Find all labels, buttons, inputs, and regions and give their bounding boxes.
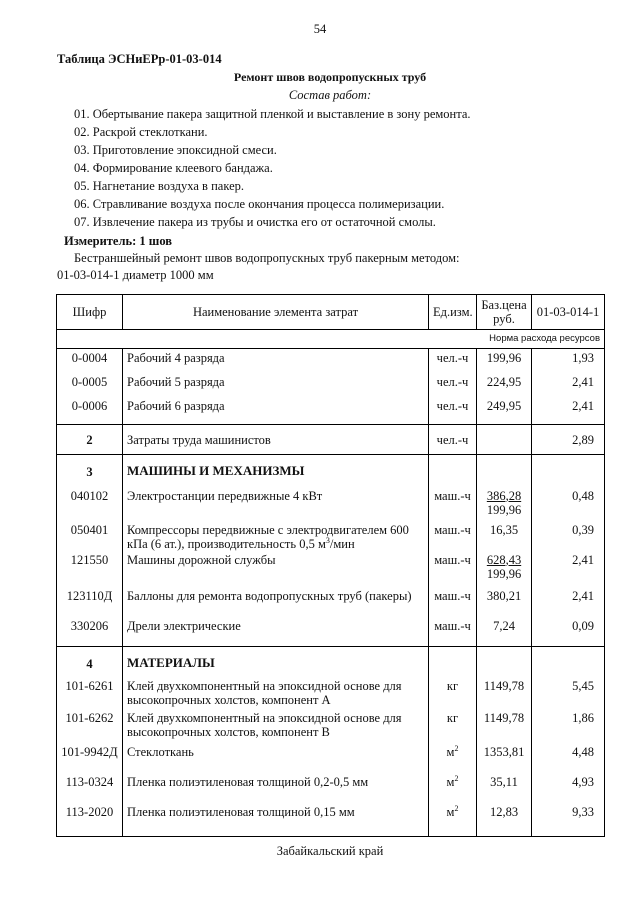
- row-name: [123, 521, 429, 551]
- row-price: 224,95: [477, 375, 532, 399]
- row-unit: кг: [429, 711, 477, 745]
- work-code-line: 01-03-014-1 диаметр 1000 мм: [57, 268, 214, 282]
- row-norm: 5,45: [532, 677, 605, 711]
- work-item: 03. Приготовление эпоксидной смеси.: [74, 143, 277, 157]
- row-name: Дрели электрические: [123, 617, 429, 647]
- row-name: Пленка полиэтиленовая толщиной 0,2-0,5 мм: [123, 775, 429, 805]
- header-norm: 01-03-014-1: [532, 295, 605, 330]
- row-code: 121550: [57, 551, 123, 587]
- row-price-secondary: 199,96: [486, 502, 522, 517]
- work-item: 06. Стравливание воздуха после окончания процесса полимеризации.: [74, 197, 445, 211]
- row-price: [477, 485, 532, 521]
- table-header-row: [57, 295, 605, 330]
- row-norm: 2,41: [532, 551, 605, 587]
- table-row: [57, 711, 605, 745]
- row-code: 050401: [57, 521, 123, 551]
- row-unit-text: м: [446, 744, 455, 759]
- row-code: 330206: [57, 617, 123, 647]
- row-code: 101-9942Д: [57, 745, 123, 775]
- row-norm: 4,93: [532, 775, 605, 805]
- table-row: [57, 485, 605, 521]
- works-list: [74, 106, 471, 232]
- table-row: [57, 647, 605, 677]
- table-row: [57, 399, 605, 425]
- row-unit: чел.-ч: [429, 399, 477, 425]
- row-unit-text: м: [446, 804, 455, 819]
- row-norm: 2,41: [532, 587, 605, 617]
- row-unit: маш.-ч: [429, 521, 477, 551]
- row-price: 1149,78: [477, 677, 532, 711]
- norm-caption: Норма расхода ресурсов: [57, 330, 605, 349]
- row-norm: 2,41: [532, 375, 605, 399]
- row-unit: [429, 805, 477, 837]
- cost-table: [56, 294, 605, 837]
- row-price: 16,35: [477, 521, 532, 551]
- measure-unit: Измеритель: 1 шов: [64, 234, 173, 248]
- row-unit: [429, 455, 477, 485]
- row-unit: кг: [429, 677, 477, 711]
- doc-title: Ремонт швов водопропускных труб: [233, 70, 427, 84]
- row-unit: маш.-ч: [429, 485, 477, 521]
- row-price: 35,11: [477, 775, 532, 805]
- row-norm: 0,09: [532, 617, 605, 647]
- row-name: Клей двухкомпонентный на эпоксидной основе для высокопрочных холстов, компонент В: [123, 711, 429, 745]
- row-norm: [532, 455, 605, 485]
- row-price: 7,24: [477, 617, 532, 647]
- table-row: [57, 551, 605, 587]
- section-title: МАТЕРИАЛЫ: [123, 647, 429, 677]
- row-norm: 9,33: [532, 805, 605, 837]
- table-row: [57, 805, 605, 837]
- row-norm: 0,39: [532, 521, 605, 551]
- row-name: Затраты труда машинистов: [123, 425, 429, 455]
- table-row: [57, 677, 605, 711]
- row-name-text: Компрессоры передвижные с электродвигателем 600 кПа (6 ат.), производительность 0,5 м: [127, 522, 409, 551]
- table-row: [57, 375, 605, 399]
- row-unit: [429, 775, 477, 805]
- table-row: [57, 587, 605, 617]
- work-item: 07. Извлечение пакера из трубы и очистка его от остаточной смолы.: [74, 215, 436, 229]
- row-unit: чел.-ч: [429, 425, 477, 455]
- row-norm: 1,93: [532, 349, 605, 375]
- table-row: [57, 455, 605, 485]
- section-code: 3: [57, 455, 123, 485]
- row-name: Стеклоткань: [123, 745, 429, 775]
- row-name-sup: 3: [325, 535, 330, 545]
- table-row: [57, 745, 605, 775]
- header-price-line1: Баз.цена: [481, 298, 527, 312]
- table-row: [57, 425, 605, 455]
- row-name: Баллоны для ремонта водопропускных труб (пакеры): [123, 587, 429, 617]
- table-code: Таблица ЭСНиЕРр-01-03-014: [57, 52, 222, 66]
- row-code: 0-0006: [57, 399, 123, 425]
- row-name: Машины дорожной службы: [123, 551, 429, 587]
- header-code: Шифр: [57, 295, 123, 330]
- work-item: 04. Формирование клеевого бандажа.: [74, 161, 273, 175]
- row-price: [477, 425, 532, 455]
- row-unit-sup: 2: [454, 773, 459, 783]
- row-unit: [429, 745, 477, 775]
- row-price: [477, 455, 532, 485]
- work-item: 02. Раскрой стеклоткани.: [74, 125, 208, 139]
- row-norm: 4,48: [532, 745, 605, 775]
- row-name-tail: /мин: [329, 536, 355, 551]
- row-price: 249,95: [477, 399, 532, 425]
- table-row: [57, 775, 605, 805]
- section-code: 4: [57, 647, 123, 677]
- header-price-line2: руб.: [493, 312, 515, 326]
- header-name: Наименование элемента затрат: [123, 295, 429, 330]
- row-norm: 1,86: [532, 711, 605, 745]
- row-name: Клей двухкомпонентный на эпоксидной основе для высокопрочных холстов, компонент А: [123, 677, 429, 711]
- row-price-secondary: 199,96: [486, 566, 522, 581]
- header-unit: Ед.изм.: [429, 295, 477, 330]
- row-name: Электростанции передвижные 4 кВт: [123, 485, 429, 521]
- work-item: 05. Нагнетание воздуха в пакер.: [74, 179, 245, 193]
- row-price-underlined: 628,43: [486, 552, 522, 567]
- page-footer-region: Забайкальский край: [276, 844, 384, 858]
- row-norm: 2,41: [532, 399, 605, 425]
- row-norm: 2,89: [532, 425, 605, 455]
- row-price: 1149,78: [477, 711, 532, 745]
- row-unit: чел.-ч: [429, 349, 477, 375]
- row-unit-sup: 2: [454, 743, 459, 753]
- row-code: 113-2020: [57, 805, 123, 837]
- row-price: 1353,81: [477, 745, 532, 775]
- row-code: 123110Д: [57, 587, 123, 617]
- row-name: Рабочий 5 разряда: [123, 375, 429, 399]
- table-row: [57, 617, 605, 647]
- row-code: 101-6262: [57, 711, 123, 745]
- row-unit-text: м: [446, 774, 455, 789]
- row-price: [477, 647, 532, 677]
- row-name: Рабочий 6 разряда: [123, 399, 429, 425]
- row-unit: маш.-ч: [429, 617, 477, 647]
- header-price: [477, 295, 532, 330]
- row-code: 113-0324: [57, 775, 123, 805]
- row-norm: 0,48: [532, 485, 605, 521]
- table-row: [57, 521, 605, 551]
- row-unit-sup: 2: [454, 803, 459, 813]
- row-price: 12,83: [477, 805, 532, 837]
- row-code: 0-0004: [57, 349, 123, 375]
- row-unit: маш.-ч: [429, 587, 477, 617]
- row-code: 0-0005: [57, 375, 123, 399]
- row-name: Рабочий 4 разряда: [123, 349, 429, 375]
- row-price: 380,21: [477, 587, 532, 617]
- row-price: 199,96: [477, 349, 532, 375]
- row-unit: чел.-ч: [429, 375, 477, 399]
- row-price-underlined: 386,28: [486, 488, 522, 503]
- row-code: 101-6261: [57, 677, 123, 711]
- work-description: Бестраншейный ремонт швов водопропускных труб пакерным методом:: [74, 251, 460, 265]
- row-norm: [532, 647, 605, 677]
- section-title: МАШИНЫ И МЕХАНИЗМЫ: [123, 455, 429, 485]
- page-number: 54: [313, 22, 327, 36]
- norm-caption-row: [57, 330, 605, 349]
- work-item: 01. Обертывание пакера защитной пленкой и выставление в зону ремонта.: [74, 107, 471, 121]
- row-unit: маш.-ч: [429, 551, 477, 587]
- row-code: 040102: [57, 485, 123, 521]
- row-name: Пленка полиэтиленовая толщиной 0,15 мм: [123, 805, 429, 837]
- row-code: 2: [57, 425, 123, 455]
- table-row: [57, 349, 605, 375]
- doc-subtitle: Состав работ:: [288, 88, 372, 102]
- row-price: [477, 551, 532, 587]
- row-unit: [429, 647, 477, 677]
